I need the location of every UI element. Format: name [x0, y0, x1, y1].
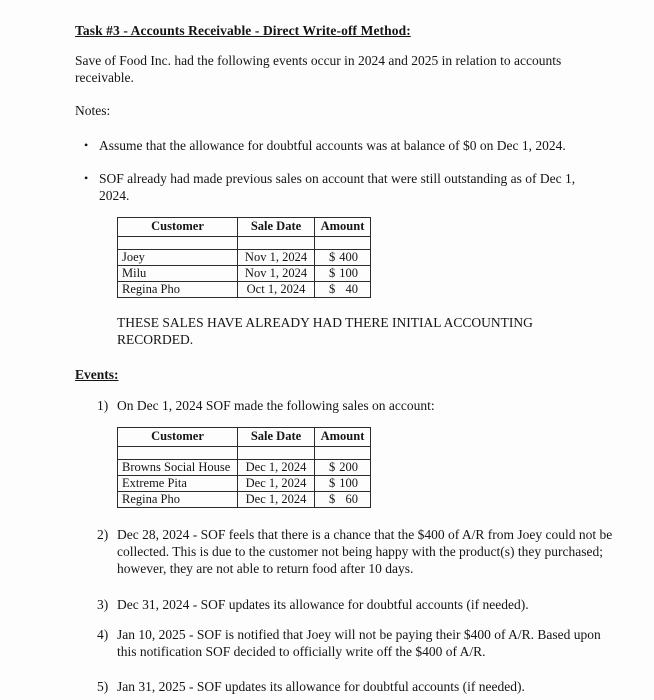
empty-cell: [118, 447, 238, 460]
event-text: Dec 31, 2024 - SOF updates its allowance for doubtful accounts (if needed).: [117, 597, 529, 612]
note-bullet-1: [75, 137, 615, 154]
table-header: [118, 218, 371, 237]
event-number: 2): [97, 527, 109, 542]
table-row: [118, 476, 371, 492]
event-item-5: [75, 678, 615, 695]
bullet-icon: •: [84, 171, 89, 185]
currency-symbol: $: [329, 492, 336, 506]
recorded-note: THESE SALES HAVE ALREADY HAD THERE INITIAL ACCOUNTING RECORDED.: [117, 315, 533, 347]
event-text: On Dec 1, 2024 SOF made the following sales on account:: [117, 398, 435, 413]
amount-value: 400: [339, 250, 358, 264]
note-text: Assume that the allowance for doubtful accounts was at balance of $0 on Dec 1, 2024.: [99, 138, 566, 153]
customer-cell: Extreme Pita: [118, 476, 238, 492]
notes-heading: Notes:: [75, 103, 111, 118]
currency-symbol: $: [329, 476, 336, 490]
event-text: Dec 28, 2024 - SOF feels that there is a chance that the $400 of A/R from Joey could not be collected. This is due to the customer not being happy with the product(s) they purchased; however, they are not able to return food after 10 days.: [117, 527, 613, 576]
empty-cell: [238, 237, 315, 250]
table-row: [118, 492, 371, 508]
amount-cell: [315, 476, 371, 492]
table-row: [118, 282, 371, 298]
currency-symbol: $: [329, 266, 336, 280]
amount-cell: [315, 492, 371, 508]
sale-date-cell: Nov 1, 2024: [238, 250, 315, 266]
event-number: 4): [97, 627, 109, 642]
page-title: Task #3 - Accounts Receivable - Direct Write-off Method:: [75, 23, 411, 38]
column-header-sale-date: Sale Date: [238, 218, 315, 237]
sale-date-cell: Dec 1, 2024: [238, 460, 315, 476]
table-empty-row: [118, 237, 371, 250]
customer-cell: Milu: [118, 266, 238, 282]
table-header-row: [118, 428, 371, 447]
sale-date-cell: Nov 1, 2024: [238, 266, 315, 282]
dec1-sales-table-body: [118, 460, 371, 508]
empty-cell: [315, 447, 371, 460]
sale-date-cell: Oct 1, 2024: [238, 282, 315, 298]
event-item-2: [75, 526, 615, 577]
customer-cell: Browns Social House: [118, 460, 238, 476]
amount-value: 200: [339, 460, 358, 474]
event-number: 5): [97, 679, 109, 694]
event-number: 3): [97, 597, 109, 612]
currency-symbol: $: [329, 460, 336, 474]
outstanding-sales-table-body: [118, 250, 371, 298]
amount-cell: [315, 266, 371, 282]
table-row: [118, 460, 371, 476]
customer-cell: Regina Pho: [118, 492, 238, 508]
table-row: [118, 250, 371, 266]
amount-cell: [315, 250, 371, 266]
event-number: 1): [97, 398, 109, 413]
currency-symbol: $: [329, 282, 336, 296]
amount-value: 100: [339, 266, 358, 280]
column-header-sale-date: Sale Date: [238, 428, 315, 447]
note-text: SOF already had made previous sales on account that were still outstanding as of Dec 1, 2024.: [99, 171, 576, 203]
table-row: [118, 266, 371, 282]
event-item-3: [75, 596, 615, 613]
amount-value: 40: [345, 282, 358, 296]
empty-cell: [315, 237, 371, 250]
table-header-row: [118, 218, 371, 237]
event-item-1: [75, 397, 615, 414]
sale-date-cell: Dec 1, 2024: [238, 492, 315, 508]
bullet-icon: •: [84, 138, 89, 152]
amount-value: 100: [339, 476, 358, 490]
column-header-customer: Customer: [118, 218, 238, 237]
note-bullet-2: [75, 170, 615, 204]
column-header-amount: Amount: [315, 428, 371, 447]
event-item-4: [75, 626, 615, 660]
customer-cell: Joey: [118, 250, 238, 266]
event-text: Jan 31, 2025 - SOF updates its allowance for doubtful accounts (if needed).: [117, 679, 525, 694]
currency-symbol: $: [329, 250, 336, 264]
event-text: Jan 10, 2025 - SOF is notified that Joey will not be paying their $400 of A/R. Based upon this notification SOF decided to officially write off the $400 of A/R.: [117, 627, 601, 659]
events-heading: Events:: [75, 367, 119, 382]
amount-cell: [315, 460, 371, 476]
empty-cell: [118, 237, 238, 250]
intro-paragraph: Save of Food Inc. had the following events occur in 2024 and 2025 in relation to accounts receivable.: [75, 53, 562, 85]
customer-cell: Regina Pho: [118, 282, 238, 298]
column-header-customer: Customer: [118, 428, 238, 447]
table-header: [118, 428, 371, 447]
column-header-amount: Amount: [315, 218, 371, 237]
amount-cell: [315, 282, 371, 298]
sale-date-cell: Dec 1, 2024: [238, 476, 315, 492]
amount-value: 60: [345, 492, 358, 506]
empty-cell: [238, 447, 315, 460]
table-empty-row: [118, 447, 371, 460]
outstanding-sales-table: [117, 217, 371, 298]
dec1-sales-table: [117, 427, 371, 508]
